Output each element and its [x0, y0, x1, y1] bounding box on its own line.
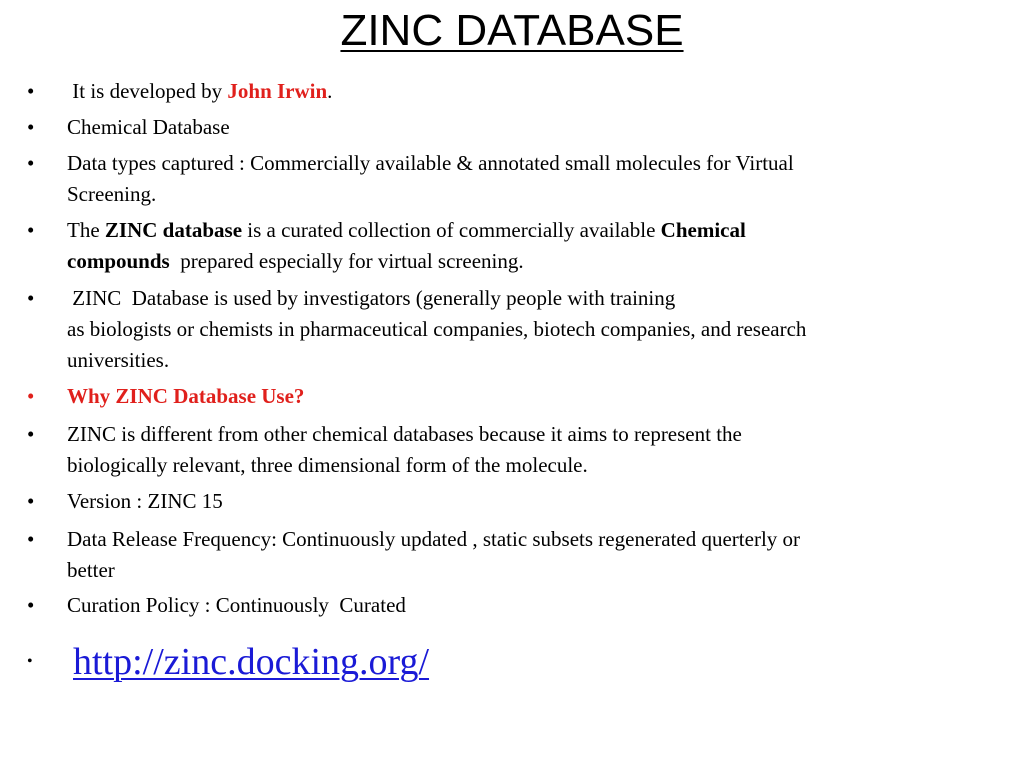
text-span: . — [327, 79, 333, 103]
bullet-icon: • — [27, 593, 35, 617]
bullet-icon: • — [27, 653, 33, 670]
text-span: It is developed by — [67, 79, 228, 103]
bullet-text: Curation Policy : Continuously Curated — [67, 593, 406, 617]
text-line: ZINC Database is used by investigators (generally people with training — [67, 286, 676, 310]
text-line: biologically relevant, three dimensional form of the molecule. — [67, 453, 588, 477]
text-line: ZINC is different from other chemical databases because it aims to represent the — [67, 422, 742, 446]
text-bold: ZINC database — [104, 218, 243, 242]
text-line: better — [67, 558, 115, 582]
bullet-text: Chemical Database — [67, 115, 230, 139]
slide-title: ZINC DATABASE — [340, 6, 684, 55]
text-line: Data Release Frequency: Continuously updated , static subsets regenerated querterly or — [67, 527, 801, 551]
bullet-icon: • — [27, 527, 35, 551]
bullet-text — [67, 215, 987, 277]
section-heading: Why ZINC Database Use? — [67, 384, 305, 408]
list-item — [0, 638, 1024, 688]
bullet-icon: • — [27, 115, 35, 139]
bullet-text — [67, 148, 987, 210]
zinc-website-link[interactable]: http://zinc.docking.org/ — [73, 641, 430, 683]
text-span: is a curated collection of commercially available — [242, 218, 661, 242]
bullet-text — [67, 524, 987, 586]
text-line: universities. — [67, 348, 170, 372]
text-line: Data types captured : Commercially available & annotated small molecules for Virtual — [67, 151, 794, 175]
bullet-text — [67, 76, 987, 107]
bullet-icon: • — [27, 218, 35, 242]
text-bold: compounds — [67, 249, 170, 273]
text-line: Screening. — [67, 182, 157, 206]
bullet-icon: • — [27, 286, 35, 310]
text-span: prepared especially for virtual screening. — [169, 249, 524, 273]
author-name: John Irwin — [227, 79, 328, 103]
text-span: The — [67, 218, 105, 242]
bullet-icon: • — [27, 151, 35, 175]
bullet-text — [67, 419, 987, 481]
bullet-text: Version : ZINC 15 — [67, 489, 223, 513]
text-bold: Chemical — [660, 218, 746, 242]
bullet-icon: • — [27, 422, 35, 446]
bullet-icon: • — [27, 384, 35, 408]
bullet-icon: • — [27, 489, 35, 513]
bullet-icon: • — [27, 79, 35, 103]
bullet-text — [67, 283, 987, 376]
text-line: as biologists or chemists in pharmaceutical companies, biotech companies, and research — [67, 317, 807, 341]
